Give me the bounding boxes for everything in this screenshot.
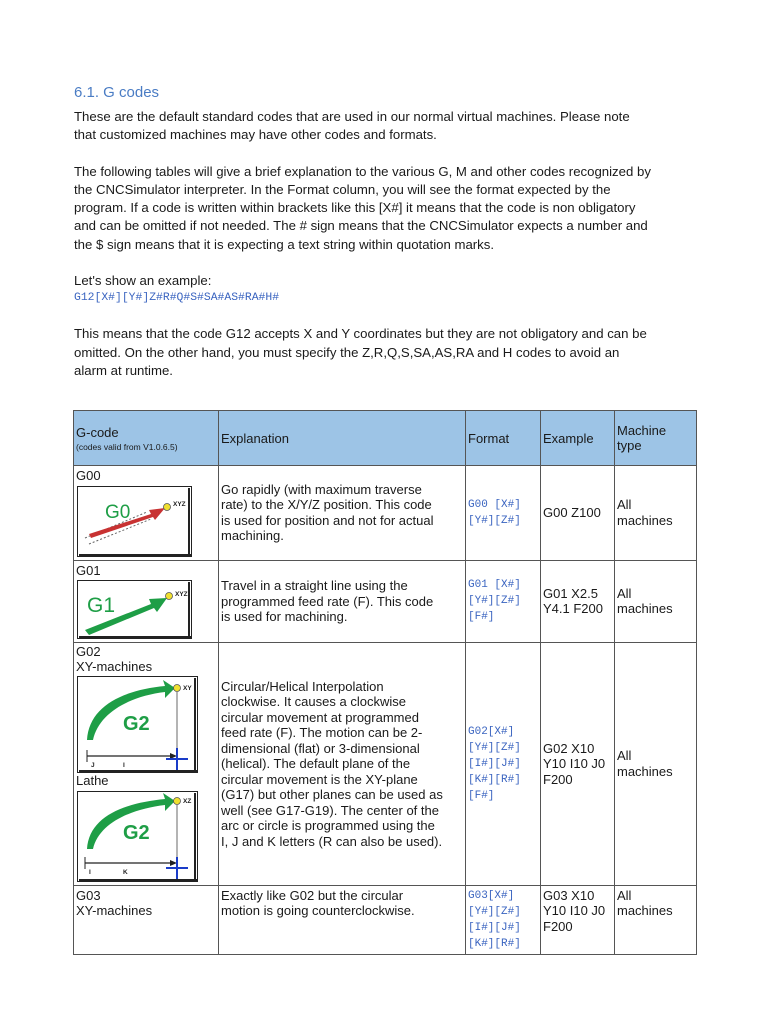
target-point-icon <box>164 503 171 510</box>
example-line: G02 X10 <box>543 740 595 756</box>
table-row <box>74 466 697 561</box>
example-code: G12[X#][Y#]Z#R#Q#S#SA#AS#RA#H# <box>74 292 280 305</box>
explanation-cell <box>219 885 466 954</box>
gcode-label: G02 <box>76 644 101 659</box>
format-cell <box>466 643 541 886</box>
example-line: G00 Z100 <box>543 505 601 520</box>
paragraph-line: The following tables will give a brief explanation to the various G, M and other codes recognized by <box>74 163 651 179</box>
header-machine-type <box>615 411 697 466</box>
g2-xy-diagram <box>77 676 199 774</box>
example-cell <box>541 885 615 954</box>
i-label: I <box>123 762 125 769</box>
g2-label: G2 <box>123 821 150 844</box>
header-gcode <box>74 411 219 466</box>
paragraph-line: omitted. On the other hand, you must specify the Z,R,Q,S,SA,AS,RA and H codes to avoid an <box>74 344 620 360</box>
gcode-label: G03 <box>76 887 101 903</box>
format-line: [Y#][Z#] <box>468 514 521 527</box>
format-line: [I#][J#] <box>468 921 521 934</box>
machine-line: All <box>617 497 632 513</box>
header-example: Example <box>541 411 615 466</box>
explanation-line: rate) to the X/Y/Z position. This code <box>221 497 432 513</box>
explanation-line: dimensional (flat) or 3-dimensional <box>221 740 420 756</box>
g2-label: G2 <box>123 713 150 735</box>
table-header-row <box>74 411 697 466</box>
header-machine-line: Machine <box>617 423 667 438</box>
example-line: F200 <box>543 771 573 787</box>
tables-explanation-paragraph <box>74 163 698 254</box>
example-intro: Let's show an example: <box>74 273 212 289</box>
example-meaning-paragraph <box>74 325 698 380</box>
gcode-cell <box>74 885 219 954</box>
paragraph-line: program. If a code is written within brackets like this [X#] it means that the code is non obligatory <box>74 200 636 216</box>
machine-cell <box>615 560 697 643</box>
explanation-line: circular movement at programmed <box>221 709 419 725</box>
gcode-sublabel: Lathe <box>76 773 109 788</box>
gcode-cell <box>74 466 219 561</box>
header-explanation: Explanation <box>219 411 466 466</box>
section-heading: 6.1. G codes <box>74 84 160 101</box>
machine-cell <box>615 643 697 886</box>
explanation-line: (G17) but other planes can be used as <box>221 787 443 802</box>
explanation-line: Circular/Helical Interpolation <box>221 678 384 694</box>
paragraph-line: This means that the code G12 accepts X and Y coordinates but they are not obligatory and can be <box>74 326 647 342</box>
machine-line: machines <box>617 601 673 617</box>
table-row <box>74 885 697 954</box>
explanation-line: I, J and K letters (R can also be used). <box>221 833 443 849</box>
format-line: [F#] <box>468 611 495 624</box>
example-line: Y10 I10 J0 <box>543 756 606 771</box>
format-cell <box>466 885 541 954</box>
j-label: J <box>91 762 95 769</box>
document-body <box>74 84 698 380</box>
explanation-line: is used for position and not for actual <box>221 512 434 528</box>
paragraph-line: alarm at runtime. <box>74 362 173 378</box>
g0-label: G0 <box>105 501 131 523</box>
explanation-line: clockwise. It causes a clockwise <box>221 694 406 709</box>
explanation-line: is used for machining. <box>221 609 348 624</box>
table-row <box>74 560 697 643</box>
example-line: Y4.1 F200 <box>543 601 603 617</box>
format-line: [K#][R#] <box>468 773 521 786</box>
explanation-line: feed rate (F). The motion can be 2- <box>221 725 423 740</box>
machine-line: machines <box>617 903 673 918</box>
target-point-icon <box>174 685 181 692</box>
machine-line: machines <box>617 512 673 528</box>
explanation-cell <box>219 466 466 561</box>
paragraph-line: the $ sign means that it is expecting a text string within quotation marks. <box>74 236 495 252</box>
format-line: [Y#][Z#] <box>468 595 521 608</box>
explanation-line: programmed feed rate (F). This code <box>221 593 434 609</box>
xyz-label: XYZ <box>175 591 188 598</box>
format-cell <box>466 560 541 643</box>
format-cell <box>466 466 541 561</box>
format-line: [Y#][Z#] <box>468 905 521 918</box>
example-line: G01 X2.5 <box>543 585 598 601</box>
k-label: K <box>123 868 128 876</box>
explanation-line: Go rapidly (with maximum traverse <box>221 481 422 497</box>
g2-lathe-diagram <box>77 791 199 883</box>
gcode-label: G00 <box>76 468 101 483</box>
target-point-icon <box>174 797 181 804</box>
format-line: G02[X#] <box>468 725 515 738</box>
intro-line: These are the default standard codes that are used in our normal virtual machines. Please note <box>74 109 630 124</box>
explanation-line: machining. <box>221 528 284 544</box>
g1-label: G1 <box>87 594 116 617</box>
header-format: Format <box>466 411 541 466</box>
format-line: G03[X#] <box>468 889 515 902</box>
format-line: [I#][J#] <box>468 757 521 770</box>
header-gcode-label: G-code <box>76 424 119 440</box>
gcode-sublabel: XY-machines <box>76 658 153 674</box>
explanation-cell <box>219 643 466 886</box>
xyz-label: XYZ <box>173 500 186 508</box>
machine-line: All <box>617 887 632 903</box>
explanation-line: circular movement is the XY-plane <box>221 771 418 787</box>
paragraph-line: the CNCSimulator interpreter. In the Format column, you will see the format expected by the <box>74 181 611 197</box>
g1-linear-diagram <box>77 580 193 640</box>
intro-paragraph <box>74 108 698 145</box>
header-gcode-note: (codes valid from V1.0.6.5) <box>76 441 178 452</box>
table-row <box>74 643 697 886</box>
explanation-cell <box>219 560 466 643</box>
example-line: Y10 I10 J0 <box>543 903 606 918</box>
explanation-line: arc or circle is programmed using the <box>221 818 435 833</box>
format-line: [K#][R#] <box>468 937 521 950</box>
example-cell <box>541 466 615 561</box>
target-point-icon <box>166 593 173 600</box>
explanation-line: motion is going counterclockwise. <box>221 903 415 918</box>
example-line: F200 <box>543 918 573 934</box>
format-line: G01 [X#] <box>468 579 521 592</box>
g-codes-table <box>73 410 697 955</box>
header-machine-line: type <box>617 438 642 453</box>
machine-line: All <box>617 748 632 764</box>
machine-cell <box>615 885 697 954</box>
gcode-sublabel: XY-machines <box>76 903 153 918</box>
g0-rapid-diagram <box>77 486 193 558</box>
explanation-line: Exactly like G02 but the circular <box>221 887 404 903</box>
machine-line: machines <box>617 763 673 779</box>
i-label: I <box>89 868 91 876</box>
example-cell <box>541 643 615 886</box>
explanation-line: well (see G17-G19). The center of the <box>221 802 439 818</box>
explanation-line: (helical). The default plane of the <box>221 756 411 771</box>
machine-line: All <box>617 585 632 601</box>
xz-label: XZ <box>183 797 192 805</box>
xy-label: XY <box>183 685 192 692</box>
format-line: [F#] <box>468 789 495 802</box>
format-line: G00 [X#] <box>468 498 521 511</box>
gcode-cell <box>74 643 219 886</box>
example-line: G03 X10 <box>543 887 595 903</box>
intro-line: that customized machines may have other codes and formats. <box>74 127 437 143</box>
format-line: [Y#][Z#] <box>468 741 521 754</box>
paragraph-line: and can be omitted if not needed. The # sign means that the CNCSimulator expects a number and <box>74 218 648 234</box>
example-cell <box>541 560 615 643</box>
machine-cell <box>615 466 697 561</box>
gcode-label: G01 <box>76 562 101 578</box>
gcode-cell <box>74 560 219 643</box>
explanation-line: Travel in a straight line using the <box>221 578 408 593</box>
